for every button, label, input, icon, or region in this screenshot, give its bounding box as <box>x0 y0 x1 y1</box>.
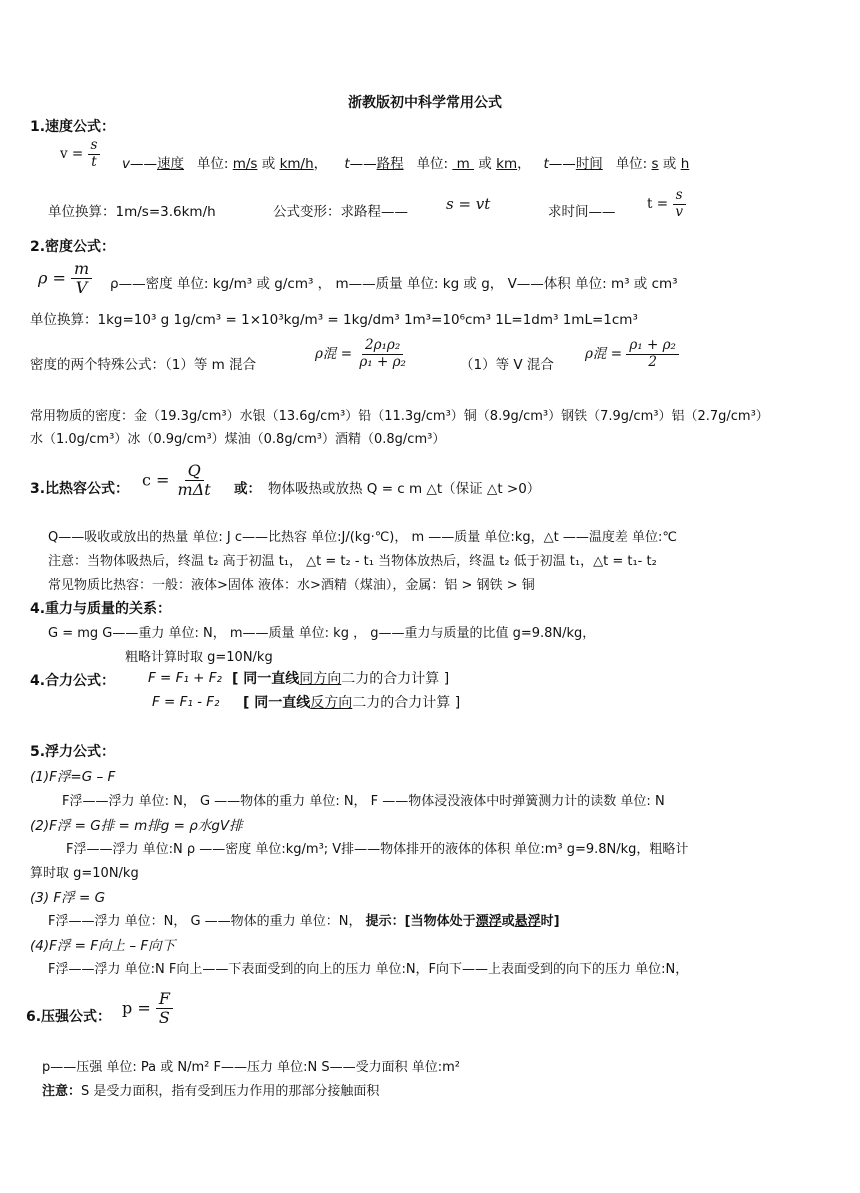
density-lhs: ρ = <box>38 268 66 288</box>
pressure-note-text: S 是受力面积，指有受到压力作用的那部分接触面积 <box>81 1084 380 1099</box>
same-note-u: 同方向 <box>299 671 342 687</box>
resultant-same: F = F₁ + F₂ <box>148 670 222 686</box>
buoyancy-3-suspend: 悬浮 <box>514 914 541 929</box>
heat-alt: 物体吸热或放热 Q = c m △t（保证 △t >0） <box>268 481 541 497</box>
section-6-heading: 6.压强公式： <box>26 1009 112 1025</box>
pressure-formula <box>122 990 173 1028</box>
buoyancy-3-def-text: F浮——浮力 单位：N， G ——物体的重力 单位：N， <box>48 914 362 929</box>
s-name: 路程 <box>376 156 404 172</box>
pressure-fraction <box>156 990 173 1028</box>
speed-definitions: v——速度 单位: m/s 或 km/h， t——路程 单位: m 或 km， t——时间 单位: s 或 h <box>122 156 690 172</box>
time-den: v <box>675 203 683 220</box>
equal-volume-lhs: ρ混 = <box>585 346 623 363</box>
s-or: 或 <box>478 156 492 172</box>
pressure-definitions: p——压强 单位: Pa 或 N/m² F——压力 单位:N S——受力面积 单位:m² <box>42 1060 460 1075</box>
heat-common: 常见物质比热容：一般：液体>固体 液体：水>酒精（煤油），金属：铝 > 钢铁 > 铜 <box>48 578 535 593</box>
density-den: V <box>75 278 88 298</box>
common-densities-1: 常用物质的密度：金（19.3g/cm³）水银（13.6g/cm³）铅（11.3g/cm³）铜（8.9g/cm³）钢铁（7.9g/cm³）铝（2.7g/cm³） <box>30 409 769 424</box>
time-fraction <box>672 188 686 220</box>
buoyancy-2-def1: F浮——浮力 单位:N ρ ——密度 单位:kg/m³; V排——物体排开的液体的体积 单位:m³ g=9.8N/kg，粗略计 <box>66 842 689 857</box>
speed-conversion: 单位换算：1m/s=3.6km/h <box>48 204 216 220</box>
heat-definitions: Q——吸收或放出的热量 单位: J c——比热容 单位:J/(kg·℃)， m ——质量 单位:kg，△t ——温度差 单位:℃ <box>48 530 677 545</box>
density-conversion: 单位换算：1kg=10³ g 1g/cm³ = 1×10³kg/m³ = 1kg/dm³ 1m³=10⁶cm³ 1L=1dm³ 1mL=1cm³ <box>30 312 638 328</box>
buoyancy-2-def2: 算时取 g=10N/kg <box>30 866 139 881</box>
buoyancy-1-def: F浮——浮力 单位: N， G ——物体的重力 单位: N， F ——物体浸没液体中时弹簧测力计的读数 单位: N <box>62 794 665 809</box>
pressure-note <box>42 1080 379 1099</box>
time-formula <box>647 188 686 220</box>
heat-capacity-formula <box>142 462 214 500</box>
density-fraction <box>71 260 92 298</box>
buoyancy-3-end: 时] <box>540 914 560 929</box>
page-title: 浙教版初中科学常用公式 <box>348 95 502 111</box>
s-unit2: km <box>496 156 518 172</box>
buoyancy-3-or: 或 <box>501 914 515 929</box>
t-unit1: s <box>651 156 659 172</box>
opposite-note-pre: [ 同一直线 <box>243 695 311 711</box>
equal-volume-num: ρ₁ + ρ₂ <box>626 338 679 355</box>
buoyancy-4: (4)F浮 = F向上 – F向下 <box>30 938 176 954</box>
heat-fraction <box>175 462 214 500</box>
section-2-heading: 2.密度公式： <box>30 239 116 255</box>
v-unit2: km/h <box>279 156 314 172</box>
equal-mass-num: 2ρ₁ρ₂ <box>362 338 403 355</box>
t-or: 或 <box>662 156 677 172</box>
same-note-pre: [ 同一直线 <box>232 671 300 687</box>
buoyancy-2: (2)F浮 = G排 = m排g = ρ水gV排 <box>30 818 243 834</box>
section-4b-heading: 4.合力公式： <box>30 673 116 689</box>
speed-num: s <box>88 138 101 155</box>
heat-note: 注意：当物体吸热后，终温 t₂ 高于初温 t₁， △t = t₂ - t₁ 当物体放热后，终温 t₂ 低于初温 t₁，△t = t₁- t₂ <box>48 554 657 569</box>
buoyancy-4-def: F浮——浮力 单位:N F向上——下表面受到的向上的压力 单位:N，F向下——上表面受到的向下的压力 单位:N， <box>48 962 689 977</box>
buoyancy-1: (1)F浮=G – F <box>30 769 116 785</box>
speed-den: t <box>91 153 97 170</box>
density-special-v: （1）等 V 混合 <box>460 357 554 373</box>
heat-lhs: c = <box>142 470 170 490</box>
equal-mass-den: ρ₁ + ρ₂ <box>359 353 406 370</box>
time-lhs: t = <box>647 196 669 213</box>
heat-or: 或： <box>234 481 261 497</box>
v-unit-prefix: 单位: <box>196 156 229 172</box>
density-special-intro: 密度的两个特殊公式：（1）等 m 混合 <box>30 357 257 373</box>
buoyancy-3-hint: 提示：[当物体处于 <box>365 914 476 929</box>
buoyancy-3-float: 漂浮 <box>475 914 502 929</box>
pressure-num: F <box>156 990 173 1009</box>
opposite-note-post: 二力的合力计算 ] <box>352 695 461 711</box>
time-num: s <box>673 188 686 205</box>
section-4-heading: 4.重力与质量的关系： <box>30 601 172 617</box>
v-or: 或 <box>261 156 276 172</box>
pressure-note-label: 注意： <box>42 1084 82 1099</box>
resultant-same-note <box>232 668 449 688</box>
resultant-opposite: F = F₁ - F₂ <box>152 694 220 710</box>
common-densities-2: 水（1.0g/cm³）冰（0.9g/cm³）煤油（0.8g/cm³）酒精（0.8g/cm³） <box>30 432 446 447</box>
density-num: m <box>71 260 92 279</box>
s-unit1: m <box>452 156 475 172</box>
equal-volume-formula <box>585 338 679 370</box>
same-note-post: 二力的合力计算 ] <box>341 671 450 687</box>
equal-mass-lhs: ρ混 = <box>315 346 353 363</box>
t-unit-prefix: 单位: <box>615 156 648 172</box>
t-unit2: h <box>680 156 690 172</box>
equal-mass-formula <box>315 338 409 370</box>
heat-num: Q <box>185 462 204 481</box>
equal-mass-fraction <box>356 338 409 370</box>
opposite-note-u: 反方向 <box>310 695 353 711</box>
section-1-heading: 1.速度公式： <box>30 119 116 135</box>
v-name: 速度 <box>157 156 184 172</box>
speed-formula <box>60 138 100 170</box>
s-def: t—— <box>344 156 377 172</box>
speed-lhs: v = <box>60 146 84 163</box>
v-unit1: m/s <box>232 156 258 172</box>
buoyancy-3: (3) F浮 = G <box>30 890 106 906</box>
time-find-label: 求时间—— <box>548 204 616 220</box>
pressure-lhs: p = <box>122 998 151 1018</box>
v-def: v—— <box>122 156 157 172</box>
gravity-line1: G = mg G——重力 单位: N， m——质量 单位: kg ， g——重力与质量的比值 g=9.8N/kg， <box>48 626 596 641</box>
speed-transform: 公式变形：求路程—— <box>273 204 408 220</box>
density-definitions: ρ——密度 单位: kg/m³ 或 g/cm³ ， m——质量 单位: kg 或 g， V——体积 单位: m³ 或 cm³ <box>110 276 678 292</box>
density-formula <box>38 260 92 298</box>
resultant-opposite-note <box>243 692 460 712</box>
gravity-line2: 粗略计算时取 g=10N/kg <box>125 650 273 665</box>
t-def: t—— <box>543 156 576 172</box>
heat-den: mΔt <box>177 480 211 500</box>
distance-equation: s = vt <box>446 195 491 213</box>
s-unit-prefix: 单位: <box>416 156 449 172</box>
equal-volume-fraction <box>626 338 679 370</box>
section-5-heading: 5.浮力公式： <box>30 744 116 760</box>
section-3-heading: 3.比热容公式： <box>30 481 130 497</box>
t-name: 时间 <box>575 156 603 172</box>
pressure-den: S <box>158 1008 170 1028</box>
equal-volume-den: 2 <box>648 353 657 370</box>
speed-fraction <box>88 138 101 170</box>
buoyancy-3-def <box>48 910 560 929</box>
